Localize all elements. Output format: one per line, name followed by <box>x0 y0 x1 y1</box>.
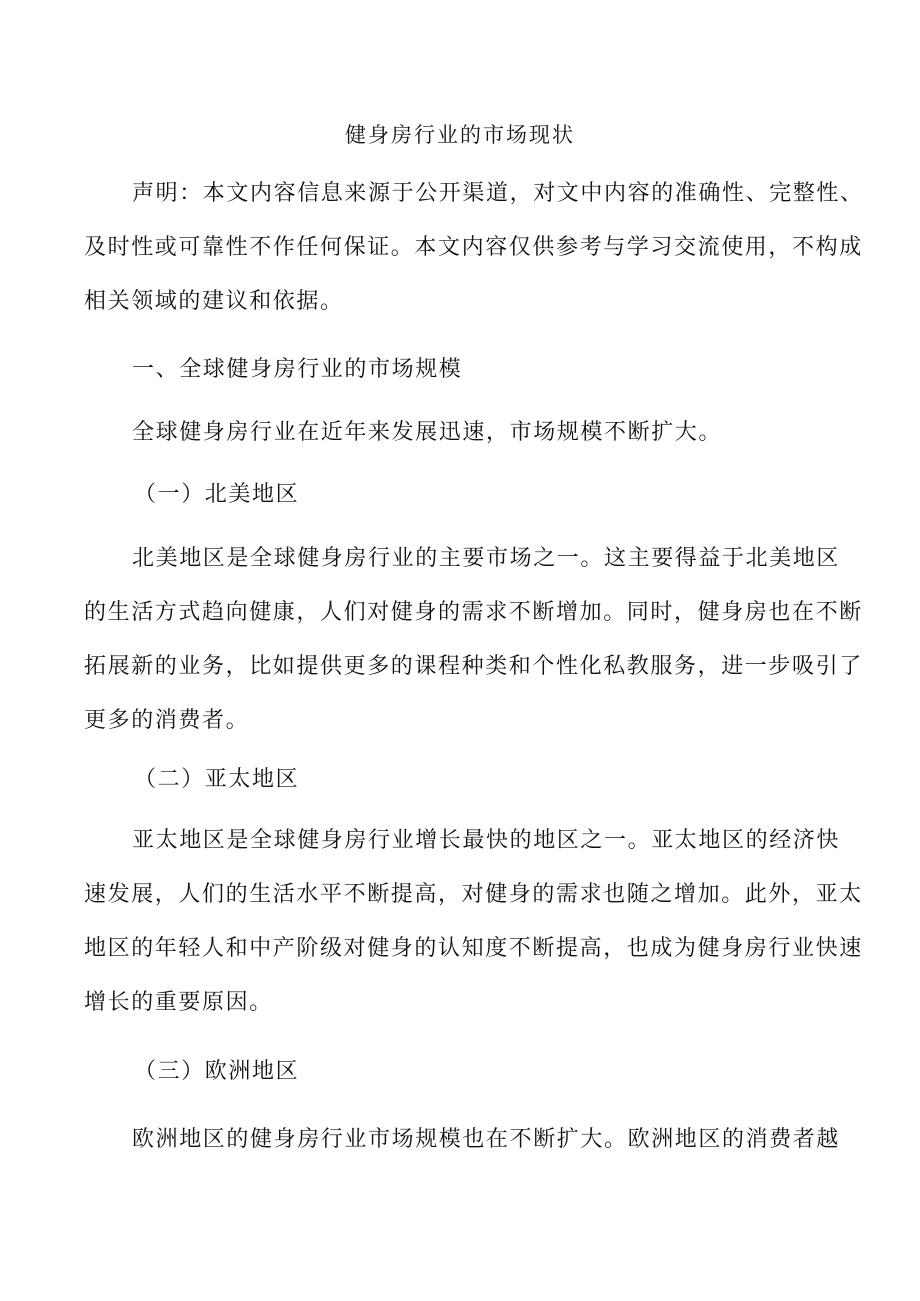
paragraph-line: 北美地区是全球健身房行业的主要市场之一。这主要得益于北美地区 <box>132 546 841 571</box>
document-title: 健身房行业的市场现状 <box>345 123 575 147</box>
paragraph-line: 速发展，人们的生活水平不断提高，对健身的需求也随之增加。此外，亚太 <box>84 882 863 907</box>
paragraph-line: 欧洲地区的健身房行业市场规模也在不断扩大。欧洲地区的消费者越 <box>132 1127 841 1152</box>
paragraph-line: 亚太地区是全球健身房行业增长最快的地区之一。亚太地区的经济快 <box>132 828 841 853</box>
paragraph-line: 的生活方式趋向健康，人们对健身的需求不断增加。同时，健身房也在不断 <box>84 600 863 625</box>
paragraph-line: 拓展新的业务，比如提供更多的课程种类和个性化私教服务，进一步吸引了 <box>84 654 863 679</box>
disclaimer-line: 相关领域的建议和依据。 <box>84 289 344 314</box>
paragraph-line: 地区的年轻人和中产阶级对健身的认知度不断提高，也成为健身房行业快速 <box>84 936 863 961</box>
disclaimer-line: 及时性或可靠性不作任何保证。本文内容仅供参考与学习交流使用，不构成 <box>84 235 863 260</box>
subsection-heading-asia-pacific: （二）亚太地区 <box>134 767 300 792</box>
disclaimer-line: 声明：本文内容信息来源于公开渠道，对文中内容的准确性、完整性、 <box>132 181 864 206</box>
section-heading: 一、全球健身房行业的市场规模 <box>132 357 463 382</box>
subsection-heading-europe: （三）欧洲地区 <box>134 1059 300 1084</box>
paragraph-line: 增长的重要原因。 <box>84 990 273 1015</box>
paragraph-line: 更多的消费者。 <box>84 708 250 733</box>
subsection-heading-north-america: （一）北美地区 <box>134 482 300 507</box>
section-intro: 全球健身房行业在近年来发展迅速，市场规模不断扩大。 <box>132 420 723 445</box>
